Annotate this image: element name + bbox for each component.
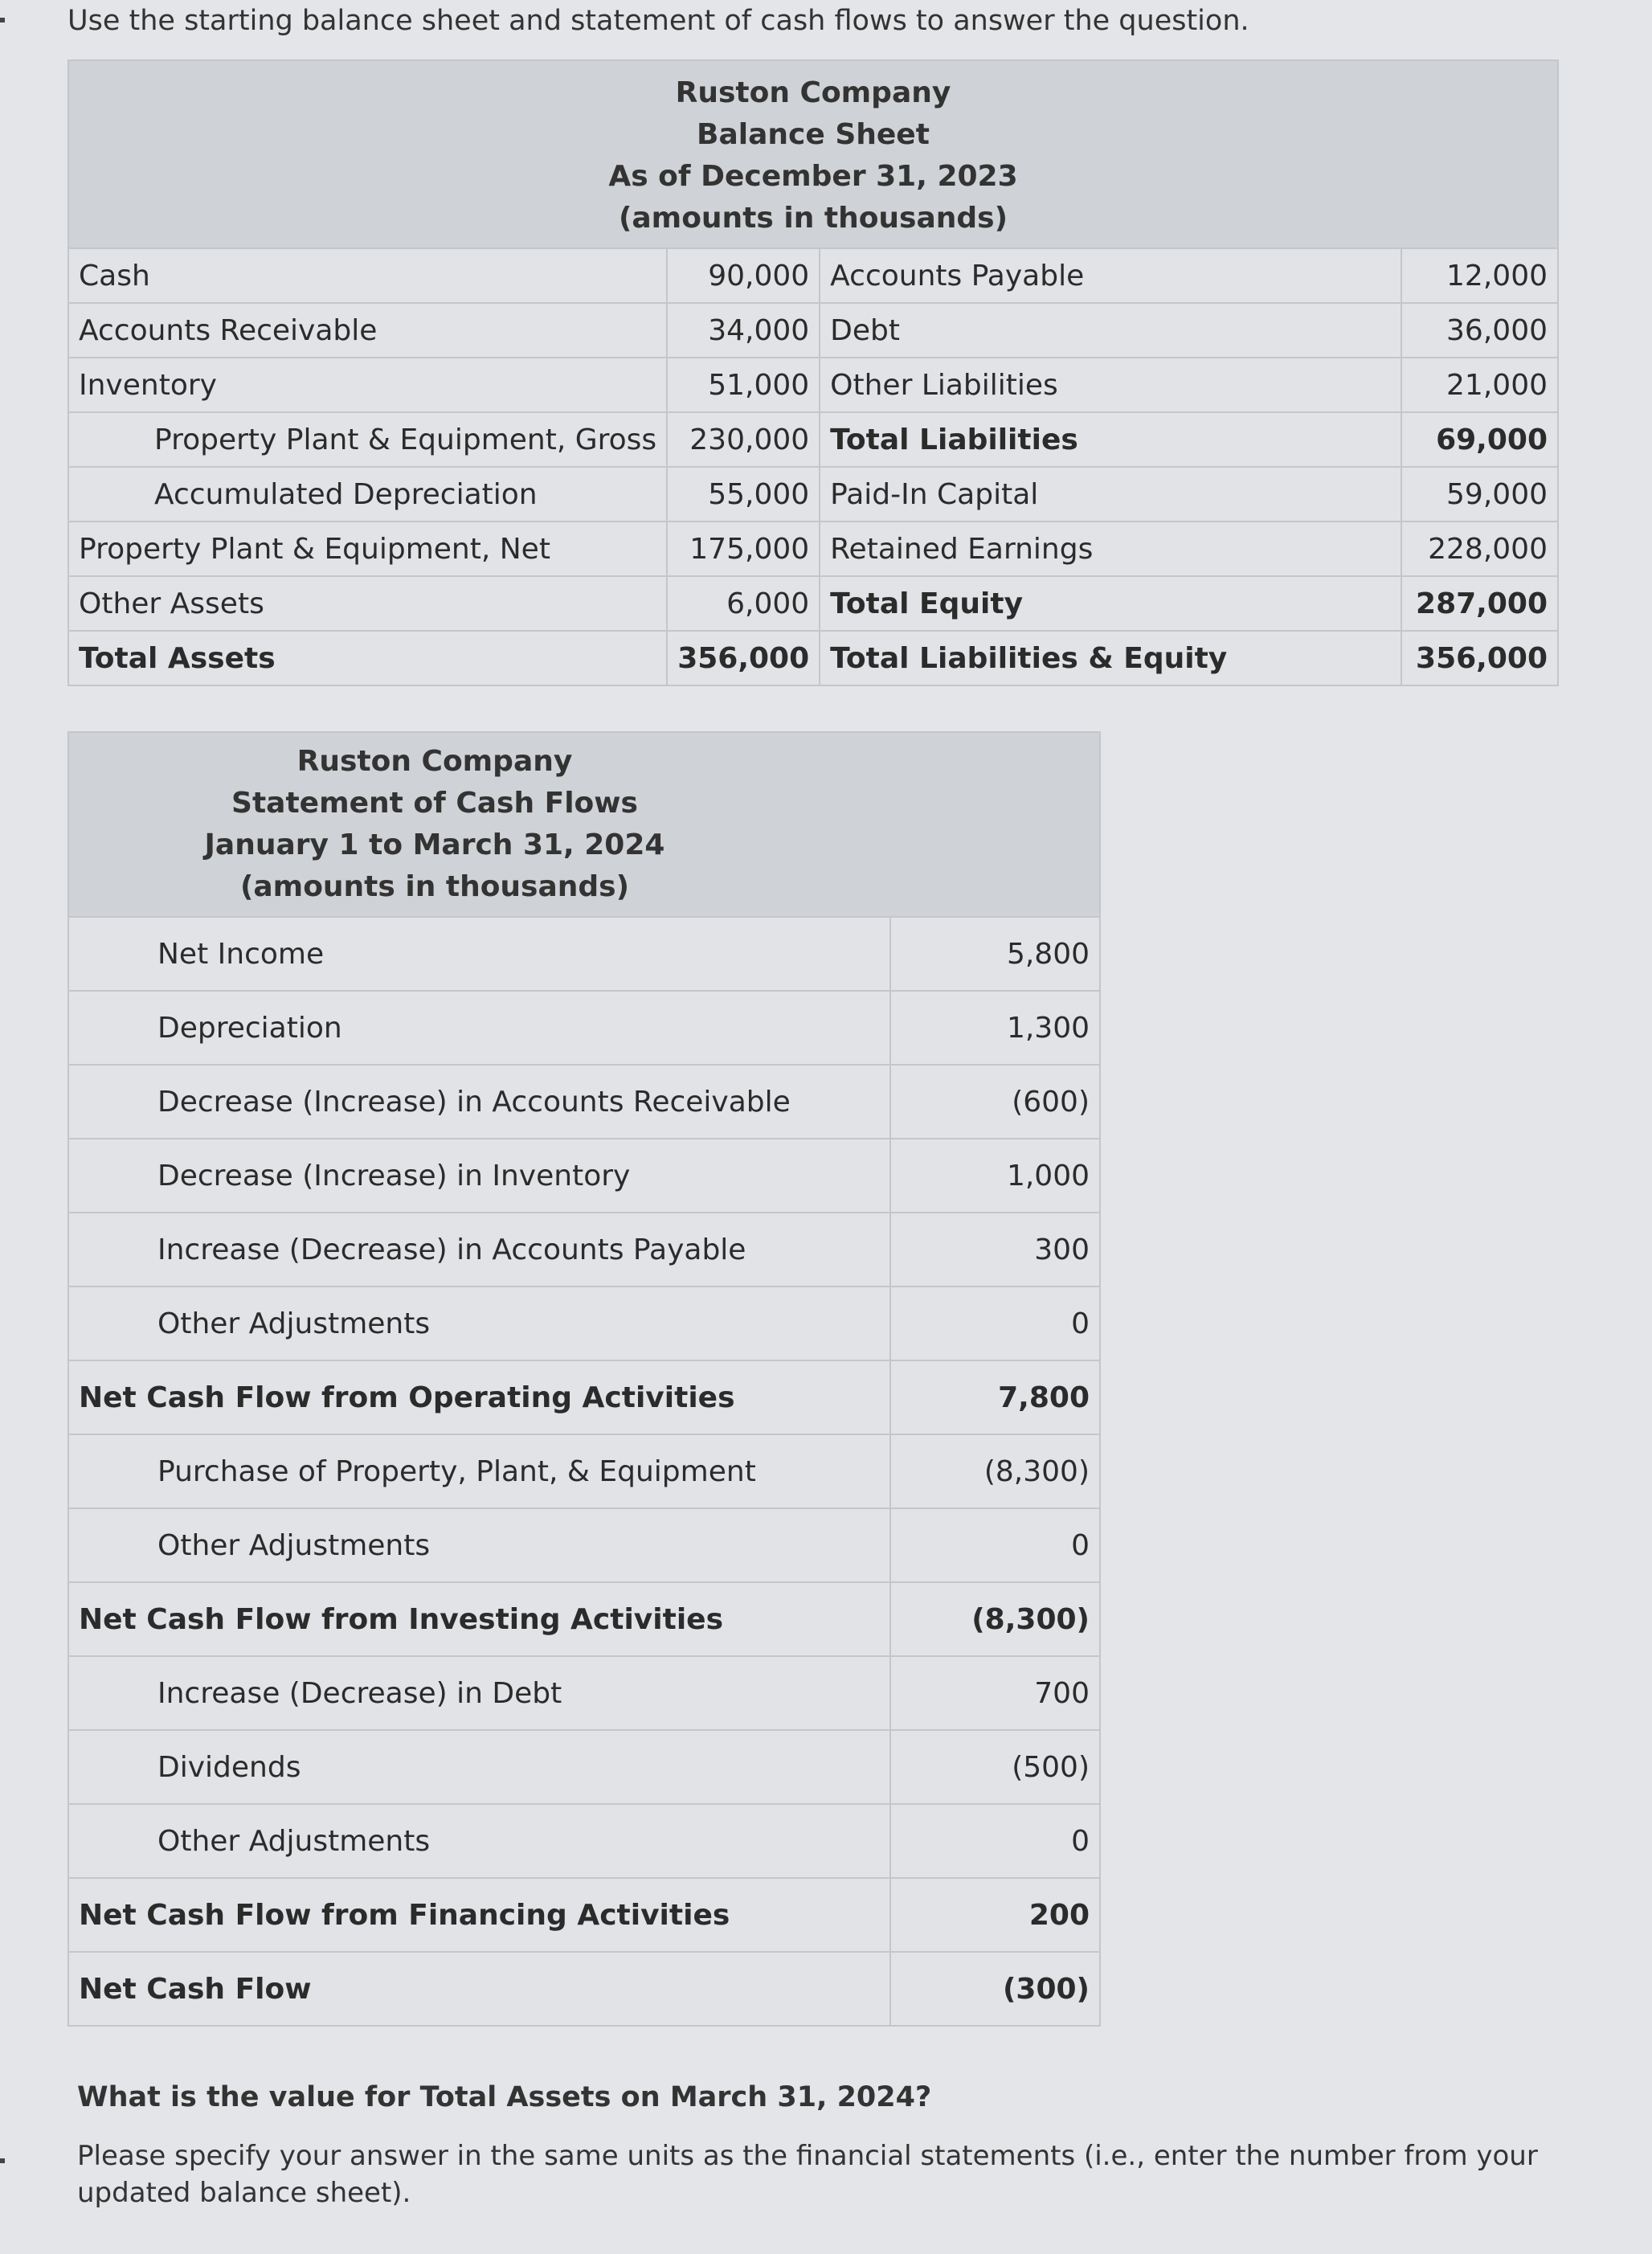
cf-label: Net Cash Flow from Financing Activities: [68, 1878, 890, 1952]
cf-label: Other Adjustments: [68, 1287, 890, 1360]
bs-left-label: Cash: [68, 248, 667, 303]
bs-left-value: 356,000: [667, 631, 820, 685]
cf-title: Statement of Cash Flows: [231, 787, 638, 820]
cf-label: Other Adjustments: [68, 1508, 890, 1582]
bs-right-label: Total Liabilities: [820, 412, 1401, 467]
cf-row: [68, 1582, 1100, 1656]
bs-row: [68, 467, 1558, 522]
instruction-text: Use the starting balance sheet and statement of cash flows to answer the question.: [67, 5, 1249, 37]
cf-row: [68, 1065, 1100, 1139]
cf-value: 700: [890, 1656, 1100, 1730]
bs-right-value: 36,000: [1401, 303, 1558, 358]
bs-right-label: Total Equity: [820, 576, 1401, 631]
cf-label: Net Cash Flow: [68, 1952, 890, 2026]
cf-value: 1,000: [890, 1139, 1100, 1213]
bs-units: (amounts in thousands): [618, 202, 1008, 235]
cf-row: [68, 1287, 1100, 1360]
bs-row: [68, 576, 1558, 631]
cf-label: Decrease (Increase) in Accounts Receivable: [68, 1065, 890, 1139]
bs-row: [68, 358, 1558, 412]
question-text: What is the value for Total Assets on March 31, 2024?: [77, 2081, 932, 2113]
cf-label: Depreciation: [68, 991, 890, 1065]
cf-value: 0: [890, 1508, 1100, 1582]
bs-left-label: Total Assets: [68, 631, 667, 685]
cf-label: Purchase of Property, Plant, & Equipment: [68, 1434, 890, 1508]
cf-row: [68, 1213, 1100, 1287]
bs-right-value: 228,000: [1401, 522, 1558, 576]
bs-left-label: Inventory: [68, 358, 667, 412]
cf-label: Decrease (Increase) in Inventory: [68, 1139, 890, 1213]
cf-company: Ruston Company: [296, 745, 573, 778]
cf-value: (500): [890, 1730, 1100, 1804]
bs-right-value: 21,000: [1401, 358, 1558, 412]
balance-sheet-table: [67, 59, 1559, 686]
bs-left-label: Property Plant & Equipment, Net: [68, 522, 667, 576]
bs-row: [68, 522, 1558, 576]
margin-mark: [0, 2158, 5, 2163]
bs-left-value: 175,000: [667, 522, 820, 576]
cf-value: (8,300): [890, 1434, 1100, 1508]
bs-right-label: Debt: [820, 303, 1401, 358]
cf-row: [68, 1508, 1100, 1582]
bs-right-value: 59,000: [1401, 467, 1558, 522]
cash-flow-table: [67, 731, 1101, 2027]
bs-right-value: 12,000: [1401, 248, 1558, 303]
cf-label: Net Income: [68, 917, 890, 991]
bs-right-label: Paid-In Capital: [820, 467, 1401, 522]
bs-right-label: Accounts Payable: [820, 248, 1401, 303]
answer-instructions: Please specify your answer in the same units as the financial statements (i.e., enter the number from your updated balance sheet).: [77, 2140, 1538, 2209]
cash-flow-header: [68, 732, 1100, 917]
cf-row: [68, 917, 1100, 991]
cf-label: Net Cash Flow from Investing Activities: [68, 1582, 890, 1656]
bs-right-label: Other Liabilities: [820, 358, 1401, 412]
bs-row: [68, 303, 1558, 358]
bs-left-label: Accumulated Depreciation: [68, 467, 667, 522]
cf-value: 0: [890, 1287, 1100, 1360]
bs-row: [68, 412, 1558, 467]
bs-left-label: Other Assets: [68, 576, 667, 631]
cf-row: [68, 1804, 1100, 1878]
bs-left-value: 55,000: [667, 467, 820, 522]
cf-period: January 1 to March 31, 2024: [204, 828, 665, 861]
cf-units: (amounts in thousands): [239, 870, 630, 903]
cf-value: (600): [890, 1065, 1100, 1139]
cf-row: [68, 1730, 1100, 1804]
bs-right-label: Retained Earnings: [820, 522, 1401, 576]
bs-row: [68, 248, 1558, 303]
bs-right-value: 356,000: [1401, 631, 1558, 685]
cf-row: [68, 1952, 1100, 2026]
bs-right-value: 69,000: [1401, 412, 1558, 467]
cf-value: 7,800: [890, 1360, 1100, 1434]
cf-value: 0: [890, 1804, 1100, 1878]
cf-value: (8,300): [890, 1582, 1100, 1656]
bs-left-value: 51,000: [667, 358, 820, 412]
bs-title: Balance Sheet: [697, 118, 930, 151]
cf-value: 200: [890, 1878, 1100, 1952]
cf-row: [68, 1878, 1100, 1952]
cf-label: Net Cash Flow from Operating Activities: [68, 1360, 890, 1434]
cf-value: 300: [890, 1213, 1100, 1287]
cf-value: 5,800: [890, 917, 1100, 991]
bs-left-value: 230,000: [667, 412, 820, 467]
cf-row: [68, 991, 1100, 1065]
bs-right-value: 287,000: [1401, 576, 1558, 631]
bs-company: Ruston Company: [675, 76, 951, 109]
bs-row: [68, 631, 1558, 685]
cf-value: 1,300: [890, 991, 1100, 1065]
cf-label: Dividends: [68, 1730, 890, 1804]
margin-mark: [0, 18, 5, 22]
cf-row: [68, 1360, 1100, 1434]
bs-left-label: Accounts Receivable: [68, 303, 667, 358]
bs-date: As of December 31, 2023: [608, 160, 1018, 193]
bs-left-value: 6,000: [667, 576, 820, 631]
cf-label: Increase (Decrease) in Debt: [68, 1656, 890, 1730]
cf-value: (300): [890, 1952, 1100, 2026]
cf-row: [68, 1434, 1100, 1508]
bs-left-value: 90,000: [667, 248, 820, 303]
balance-sheet-header: [68, 60, 1558, 248]
cf-label: Increase (Decrease) in Accounts Payable: [68, 1213, 890, 1287]
bs-left-value: 34,000: [667, 303, 820, 358]
bs-right-label: Total Liabilities & Equity: [820, 631, 1401, 685]
cf-row: [68, 1139, 1100, 1213]
cf-row: [68, 1656, 1100, 1730]
cf-label: Other Adjustments: [68, 1804, 890, 1878]
bs-left-label: Property Plant & Equipment, Gross: [68, 412, 667, 467]
